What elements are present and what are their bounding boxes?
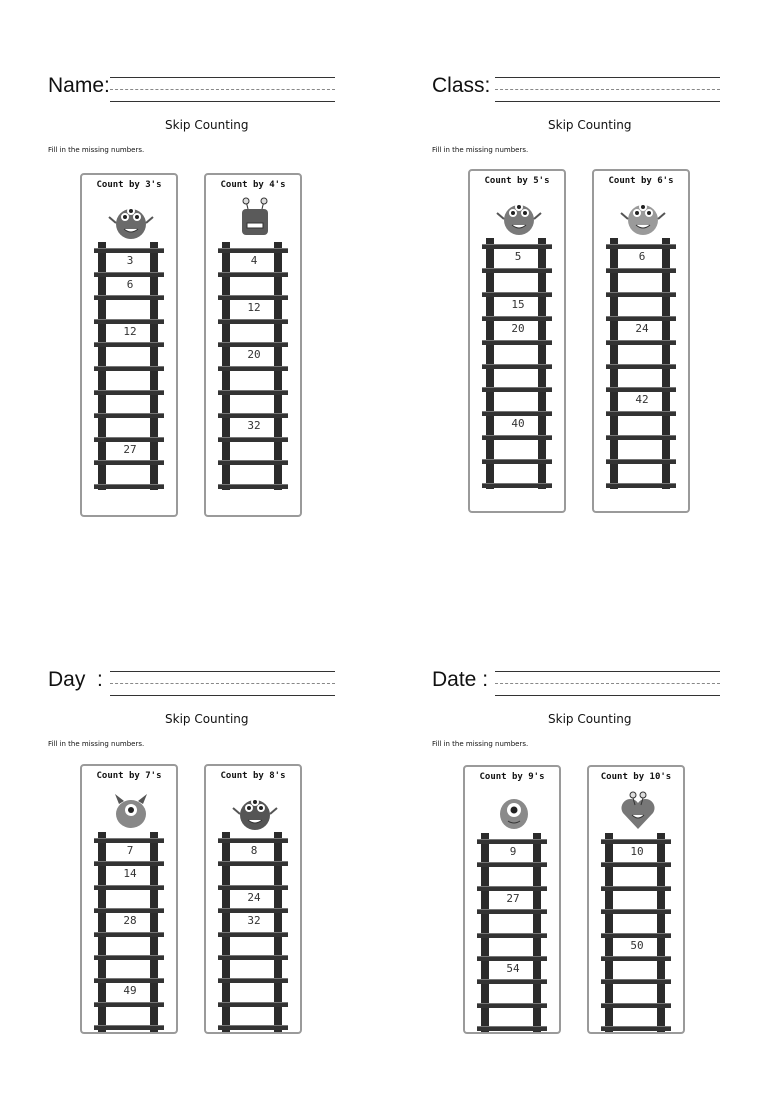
instructions: Fill in the missing numbers. <box>48 740 145 748</box>
ladder-number: 20 <box>511 321 525 335</box>
heart-monster-icon <box>613 789 663 839</box>
card-title: Count by 5's <box>484 176 550 186</box>
ladder-rung <box>94 390 164 395</box>
ladder-number: 5 <box>514 250 522 263</box>
name-label: Name: <box>48 74 110 97</box>
ladder-rung <box>477 1026 547 1031</box>
ladder-rung <box>218 978 288 983</box>
worksheet-title: Skip Counting <box>165 118 249 132</box>
ladder-number: 49 <box>123 984 137 998</box>
ladder-rung <box>218 861 288 866</box>
ladder-rung <box>606 411 676 416</box>
worksheet-top-right <box>384 0 768 512</box>
class-write-line-bottom <box>495 101 720 102</box>
ladder-card <box>80 173 178 517</box>
ladder-number: 9 <box>509 845 517 858</box>
date-write-line-mid <box>495 683 720 684</box>
ladder-rung <box>606 292 676 297</box>
ladder-rung <box>606 316 676 321</box>
ladder-rung <box>218 484 288 489</box>
ladder-rung <box>94 861 164 866</box>
ladder-number: 28 <box>123 914 137 928</box>
worksheet-bottom-right <box>384 594 768 1106</box>
instructions: Fill in the missing numbers. <box>432 146 529 154</box>
ladder-rung <box>218 460 288 465</box>
ladder-rung <box>94 248 164 253</box>
ladder-rung <box>218 838 288 843</box>
ladder-number: 8 <box>250 844 258 857</box>
ladder-rung <box>606 244 676 249</box>
ladder-rung <box>477 933 547 938</box>
ladder-rung <box>94 342 164 347</box>
ladder-rung <box>601 1026 671 1031</box>
ladder-rung <box>601 839 671 844</box>
day-label: Day : <box>48 668 103 691</box>
ladder-rung <box>606 364 676 369</box>
ladder-rung <box>218 248 288 253</box>
ladder-rung <box>218 955 288 960</box>
ladder-rung <box>94 460 164 465</box>
ladder-number: 24 <box>635 321 649 335</box>
day-write-line-mid <box>110 683 335 684</box>
worksheet-bottom-left <box>0 594 384 1106</box>
instructions: Fill in the missing numbers. <box>432 740 529 748</box>
ladder-rung <box>218 366 288 371</box>
ladder-rung <box>482 411 552 416</box>
ladder-rung <box>606 340 676 345</box>
ladder-rung <box>218 319 288 324</box>
ladder-number: 12 <box>247 301 261 315</box>
ladder-rung <box>94 908 164 913</box>
worksheet-title: Skip Counting <box>548 118 632 132</box>
ladder-number: 7 <box>126 844 134 857</box>
date-label: Date : <box>432 668 489 691</box>
ladder-rung <box>94 413 164 418</box>
ladder-card <box>204 764 302 1034</box>
ladder-number: 32 <box>247 914 261 928</box>
ladder-rung <box>482 268 552 273</box>
ladder-rung <box>94 319 164 324</box>
eyestalk-monster-icon <box>230 788 280 838</box>
ladder-card <box>204 173 302 517</box>
ladder-number: 14 <box>123 867 137 881</box>
ladder-rung <box>601 1003 671 1008</box>
ladder-rung <box>94 955 164 960</box>
ladder-number: 24 <box>247 890 261 904</box>
ladder-card <box>592 169 690 513</box>
ladder-rung <box>94 295 164 300</box>
ladder-rung <box>606 459 676 464</box>
class-label: Class: <box>432 74 491 97</box>
ladder-rung <box>601 979 671 984</box>
ladder-rung <box>94 366 164 371</box>
card-title: Count by 9's <box>479 772 545 782</box>
ladder-rung <box>477 909 547 914</box>
ladder-number: 6 <box>126 277 134 291</box>
ladder-rung <box>94 932 164 937</box>
ladder-rung <box>94 838 164 843</box>
ladder-rung <box>218 390 288 395</box>
card-title: Count by 3's <box>96 180 162 190</box>
ladder-rung <box>218 437 288 442</box>
ladder-rung <box>218 908 288 913</box>
name-write-line-mid <box>110 89 335 90</box>
card-title: Count by 8's <box>220 771 286 781</box>
three-eyed-monster-icon <box>494 193 544 243</box>
name-write-line-top[interactable] <box>110 77 335 78</box>
ladder-rung <box>477 886 547 891</box>
horned-monster-icon <box>106 788 156 838</box>
ladder-rung <box>218 932 288 937</box>
ladder-card <box>468 169 566 513</box>
ladder-rung <box>94 885 164 890</box>
instructions: Fill in the missing numbers. <box>48 146 145 154</box>
ladder-rung <box>606 387 676 392</box>
antenna-monster-icon <box>618 193 668 243</box>
day-write-line-top[interactable] <box>110 671 335 672</box>
ladder-rung <box>94 978 164 983</box>
ladder-number: 10 <box>630 845 644 858</box>
ladder-number: 54 <box>506 962 520 975</box>
ladder-number: 3 <box>126 254 134 267</box>
ladder-rung <box>482 340 552 345</box>
ladder-number: 6 <box>638 250 646 263</box>
ladder-rung <box>94 1002 164 1007</box>
ladder-rung <box>218 1002 288 1007</box>
ladder-rung <box>94 1025 164 1030</box>
day-write-line-bottom <box>110 695 335 696</box>
square-monster-icon <box>230 197 280 247</box>
name-write-line-bottom <box>110 101 335 102</box>
worksheet-top-left <box>0 0 384 512</box>
date-write-line-bottom <box>495 695 720 696</box>
card-title: Count by 7's <box>96 771 162 781</box>
ladder-number: 40 <box>511 417 525 431</box>
ladder-rung <box>482 244 552 249</box>
ladder-rung <box>94 272 164 277</box>
ladder-rung <box>606 483 676 488</box>
ladder-number: 4 <box>250 254 258 267</box>
ladder-rung <box>482 364 552 369</box>
ladder-rung <box>606 268 676 273</box>
ladder-number: 42 <box>635 393 649 407</box>
ladder-number: 12 <box>123 324 137 338</box>
ladder-rung <box>218 272 288 277</box>
ladder-card <box>80 764 178 1034</box>
ladder-rung <box>482 483 552 488</box>
ladder-rung <box>218 342 288 347</box>
ladder-rung <box>482 387 552 392</box>
card-title: Count by 4's <box>220 180 286 190</box>
ladder-number: 20 <box>247 348 261 362</box>
ladder-number: 27 <box>506 891 520 905</box>
ladder-rung <box>601 862 671 867</box>
ladder-number: 50 <box>630 938 644 952</box>
ladder-rung <box>218 885 288 890</box>
ladder-rung <box>94 437 164 442</box>
ladder-rung <box>482 316 552 321</box>
ladder-card <box>463 765 561 1034</box>
ladder-number: 27 <box>123 442 137 456</box>
ladder-rung <box>482 292 552 297</box>
ladder-rung <box>601 933 671 938</box>
ladder-rung <box>601 886 671 891</box>
ladder-rung <box>477 979 547 984</box>
ladder-rung <box>477 862 547 867</box>
ladder-rung <box>482 459 552 464</box>
ladder-rung <box>601 956 671 961</box>
ladder-rung <box>601 909 671 914</box>
ladder-rung <box>477 1003 547 1008</box>
date-write-line-top[interactable] <box>495 671 720 672</box>
ladder-number: 15 <box>511 297 525 311</box>
cyclops-monster-icon <box>489 789 539 839</box>
class-write-line-top[interactable] <box>495 77 720 78</box>
card-title: Count by 10's <box>600 772 672 782</box>
ladder-rung <box>94 484 164 489</box>
ladder-rung <box>218 413 288 418</box>
worksheet-title: Skip Counting <box>165 712 249 726</box>
ladder-rung <box>606 435 676 440</box>
blob-monster-icon <box>106 197 156 247</box>
ladder-number: 32 <box>247 419 261 433</box>
worksheet-title: Skip Counting <box>548 712 632 726</box>
ladder-rung <box>477 839 547 844</box>
ladder-card <box>587 765 685 1034</box>
class-write-line-mid <box>495 89 720 90</box>
ladder-rung <box>218 1025 288 1030</box>
ladder-rung <box>477 956 547 961</box>
ladder-rung <box>482 435 552 440</box>
ladder-rung <box>218 295 288 300</box>
card-title: Count by 6's <box>608 176 674 186</box>
